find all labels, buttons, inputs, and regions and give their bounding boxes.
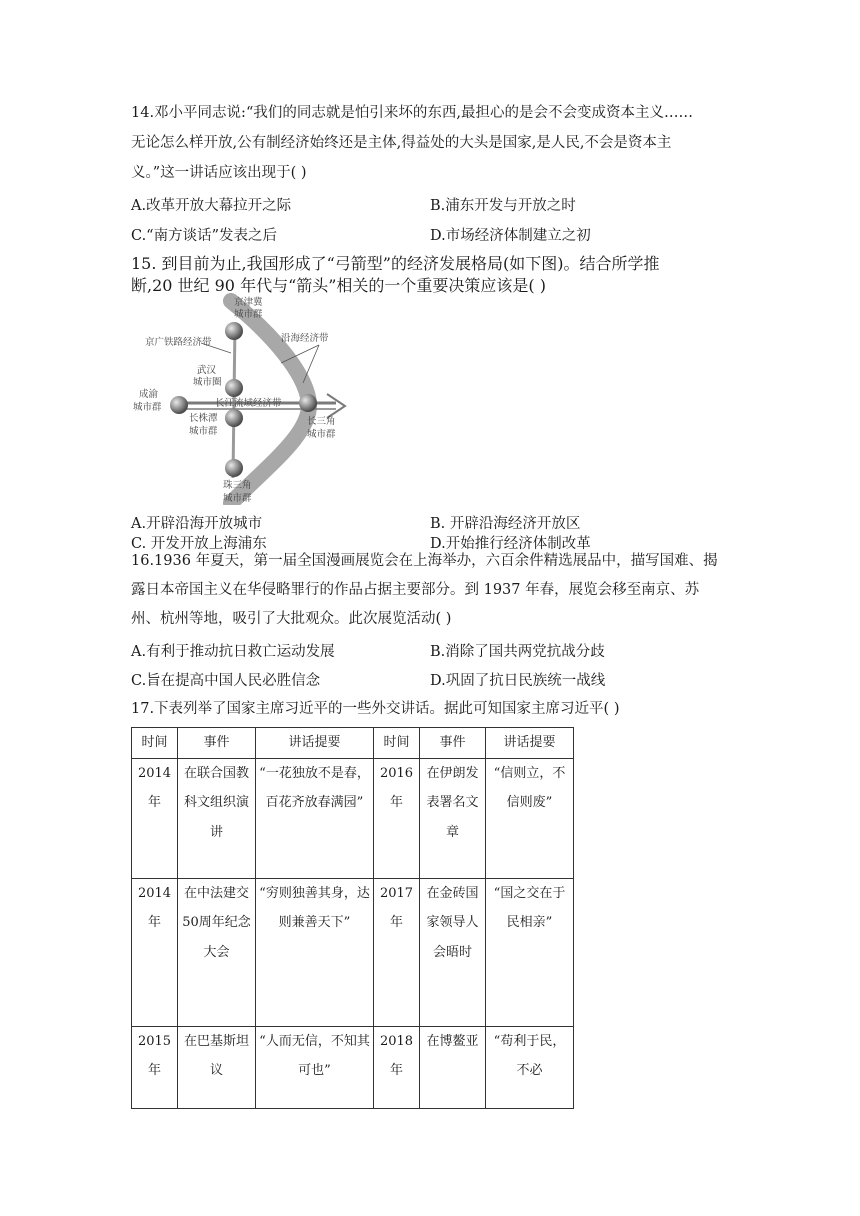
table-row: [132, 878, 574, 1026]
table-cell: 在伊朗发表署名文章: [420, 758, 486, 878]
q15-option-c: C. 开发开放上海浦东: [131, 536, 267, 552]
table-cell: 2018年: [374, 1026, 420, 1108]
label-changjiang: 长江流域经济带: [215, 398, 282, 409]
table-header-row: [132, 728, 574, 759]
table-cell: 2017年: [374, 878, 420, 1026]
q15-option-b: B. 开辟沿海经济开放区: [430, 516, 581, 532]
label-zhusanjiao-1: 珠三角: [223, 480, 252, 491]
table-cell: 2016年: [374, 758, 420, 878]
table-cell: “信则立，不信则废”: [486, 758, 574, 878]
table-row: [132, 1026, 574, 1108]
q16-option-b: B.消除了国共两党抗战分歧: [430, 644, 605, 660]
label-changzhutan-1: 长株潭: [189, 413, 218, 424]
table-cell: 在巴基斯坦议: [178, 1026, 256, 1108]
zhusanjiao-node: [225, 459, 243, 477]
q14-option-c: C.“南方谈话”发表之后: [131, 228, 278, 244]
q15-option-a: A.开辟沿海开放城市: [131, 516, 263, 532]
table-row: [132, 758, 574, 878]
label-jingguang: 京广铁路经济带: [145, 337, 212, 348]
label-chengyu-1: 成渝: [139, 389, 159, 400]
table-cell: 2015年: [132, 1026, 178, 1108]
table-cell: “一花独放不是春，百花齐放春满园”: [256, 758, 374, 878]
label-wuhan-1: 武汉: [197, 365, 217, 376]
q14-option-a: A.改革开放大幕拉开之际: [131, 198, 292, 214]
table-cell: 在金砖国家领导人会晤时: [420, 878, 486, 1026]
table-cell: 在联合国教科文组织演讲: [178, 758, 256, 878]
table-cell: “穷则独善其身，达则兼善天下”: [256, 878, 374, 1026]
table-cell: “苟利于民，不必: [486, 1026, 574, 1108]
q17-stem: 17.下表列举了国家主席习近平的一些外交讲话。据此可知国家主席习近平( ): [131, 701, 620, 717]
q14-stem-line2: 无论怎么样开放,公有制经济始终还是主体,得益处的大头是国家,是人民,不会是资本主: [131, 135, 672, 151]
speech-table: [131, 727, 574, 1109]
label-wuhan-2: 城市圈: [193, 377, 222, 388]
label-yanhai: 沿海经济带: [281, 333, 329, 344]
table-cell: 在中法建交50周年纪念大会: [178, 878, 256, 1026]
q14-option-b: B.浦东开发与开放之时: [430, 198, 576, 214]
q14-option-d: D.市场经济体制建立之初: [430, 228, 591, 244]
bow-arrow-diagram: [131, 293, 351, 505]
q16-stem-line2: 露日本帝国主义在华侵略罪行的作品占据主要部分。到 1937 年春，展览会移至南京、苏: [131, 582, 700, 598]
table-cell: 在博鳌亚: [420, 1026, 486, 1108]
q16-stem-line3: 州、杭州等地，吸引了大批观众。此次展览活动( ): [131, 611, 452, 627]
table-cell: “人而无信，不知其可也”: [256, 1026, 374, 1108]
table-header-cell: 时间: [374, 728, 420, 759]
label-jingjinji-2: 城市群: [234, 309, 263, 320]
q16-option-c: C.旨在提高中国人民必胜信念: [131, 673, 321, 689]
table-cell: “国之交在于民相亲”: [486, 878, 574, 1026]
label-zhusanjiao-2: 城市群: [223, 493, 252, 504]
q15-stem-line1: 15. 到目前为止,我国形成了“弓箭型”的经济发展格局(如下图)。结合所学推: [131, 254, 660, 273]
label-changsanjiao-2: 城市群: [307, 429, 336, 440]
table-cell: 2014年: [132, 758, 178, 878]
label-jingjinji-1: 京津冀: [234, 297, 263, 308]
q14-stem-line1: 14.邓小平同志说:“我们的同志就是怕引来坏的东西,最担心的是会不会变成资本主义……: [131, 105, 693, 121]
label-chengyu-2: 城市群: [133, 402, 162, 413]
label-changsanjiao-1: 长三角: [307, 416, 336, 427]
table-header-cell: 时间: [132, 728, 178, 759]
table-header-cell: 事件: [420, 728, 486, 759]
table-header-cell: 讲话提要: [256, 728, 374, 759]
q16-stem-line1: 16.1936 年夏天，第一届全国漫画展览会在上海举办，六百余件精选展品中，描写国难、揭: [131, 553, 718, 569]
changsanjiao-node: [299, 394, 317, 412]
q16-option-d: D.巩固了抗日民族统一战线: [430, 673, 606, 689]
arrow-head: [327, 394, 345, 418]
changzhutan-node: [225, 409, 243, 427]
label-changzhutan-2: 城市群: [189, 426, 218, 437]
chengyu-node: [170, 396, 188, 414]
jingjinji-node: [225, 322, 243, 340]
table-header-cell: 事件: [178, 728, 256, 759]
q15-stem-line2: 断,20 世纪 90 年代与“箭头”相关的一个重要决策应该是( ): [131, 276, 546, 295]
table-cell: 2014年: [132, 878, 178, 1026]
q15-option-d: D.开始推行经济体制改革: [430, 536, 591, 552]
q14-stem-line3: 义。”这一讲话应该出现于( ): [131, 165, 307, 181]
table-header-cell: 讲话提要: [486, 728, 574, 759]
wuhan-node: [225, 379, 243, 397]
q16-option-a: A.有利于推动抗日救亡运动发展: [131, 644, 335, 660]
